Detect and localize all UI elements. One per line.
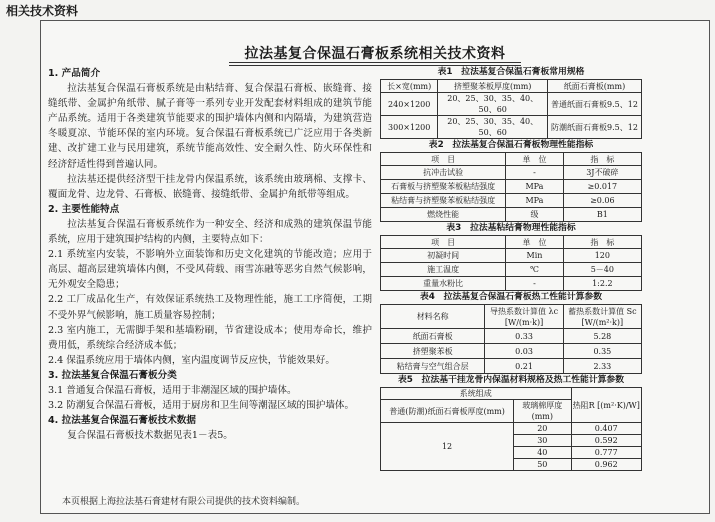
section-2-item-2: 2.2 工厂成品化生产，有效保证系统热工及物理性能，施工工序简便，工期不受外界气候影响，施工质量容易控制； (48, 294, 372, 321)
table-3 (380, 235, 642, 291)
table-cell: ≥0.017 (563, 180, 641, 194)
table-cell: 挤塑聚苯板 (381, 344, 485, 359)
table-cell: ℃ (506, 263, 563, 277)
table-header-row (381, 305, 642, 329)
table-header-cell: 指 标 (563, 153, 641, 166)
table-cell: 20 (514, 423, 571, 435)
table-header-cell: 指 标 (563, 236, 641, 249)
table-header-cell: 纸面石膏板(mm) (548, 80, 642, 93)
text-column (48, 66, 372, 443)
table-header-cell: 玻璃棉厚度(mm) (514, 400, 571, 423)
table-header-row (381, 80, 642, 93)
table-header-cell: 普通(防潮)纸面石膏板厚度(mm) (381, 400, 514, 423)
table-cell: 2.33 (563, 359, 641, 374)
table-cell: 0.33 (485, 329, 563, 344)
table-cell: 12 (381, 423, 514, 471)
table-cell: 纸面石膏板 (381, 329, 485, 344)
header-label: 相关技术资料 (6, 4, 79, 18)
section-2-item-3: 2.3 室内施工，无需脚手架和基墙粉刷，节省建设成本；使用寿命长，维护费用低，系统综合经济成本低； (48, 324, 372, 351)
table-cell: 粘结膏与挤塑聚苯板粘结强度 (381, 194, 506, 208)
table-cell: Min (506, 249, 563, 263)
table-cell: 240×1200 (381, 93, 438, 116)
table-row (381, 329, 642, 344)
table-cell: 50 (514, 459, 571, 471)
title-rule (229, 62, 521, 63)
table-header-cell: 材料名称 (381, 305, 485, 329)
table-row (381, 93, 642, 116)
table-cell: 300×1200 (381, 116, 438, 139)
table-cell: 重量水粉比 (381, 277, 506, 291)
section-3-item-1: 3.1 普通复合保温石膏板，适用于非潮湿区域的围护墙体。 (48, 384, 297, 396)
table-cell: 20、25、30、35、40、50、60 (438, 93, 548, 116)
table-row (381, 263, 642, 277)
table-2 (380, 152, 642, 222)
table-header-cell: 项 目 (381, 153, 506, 166)
table-1-caption: 表1 拉法基复合保温石膏板常用规格 (437, 67, 585, 77)
section-3-title: 3. 拉法基复合保温石膏板分类 (48, 369, 177, 381)
table-cell: 5.28 (563, 329, 641, 344)
table-header-cell: 项 目 (381, 236, 506, 249)
source-note: 本页根据上海拉法基石膏建材有限公司提供的技术资料编制。 (62, 497, 306, 507)
table-cell: 3J不破碎 (563, 166, 641, 180)
table-cell: - (506, 277, 563, 291)
section-2-para-1: 拉法基复合保温石膏板系统作为一种安全、经济和成熟的建筑保温节能系统，应用于建筑围护结构的内侧，主要特点如下： (48, 218, 372, 246)
table-cell: 1:2.2 (563, 277, 641, 291)
table-row (381, 116, 642, 139)
section-1-title: 1. 产品简介 (48, 68, 101, 79)
table-row (381, 180, 642, 194)
section-1-para-1: 拉法基复合保温石膏板系统是由粘结膏、复合保温石膏板、嵌缝膏、接缝纸带、金属护角纸带、腻子膏等一系列专业开发配套材料组成的建筑节能产品系统。适用于各类建筑节能要求的围护墙体内侧和内隔墙，为建筑营造冬暖夏凉、节能环保的室内环境。复合保温石膏板系统已广泛应用于各类新建、改扩建工业与民用建筑，系统节能高效性、安全耐久性、防火环保性和经济舒适性得到普遍认同。 (48, 83, 372, 170)
table-row (381, 423, 642, 435)
table-header-row (381, 153, 642, 166)
table-3-caption: 表3 拉法基粘结膏物理性能指标 (446, 223, 576, 233)
table-header-cell: 热阻R [(m²·K)/W] (571, 388, 641, 423)
table-row (381, 277, 642, 291)
table-header-row (381, 236, 642, 249)
table-4 (380, 304, 642, 374)
section-4-para-1: 复合保温石膏板技术数据见表1－表5。 (67, 430, 233, 442)
table-1 (380, 79, 642, 139)
table-cell: 燃烧性能 (381, 208, 506, 222)
table-cell: 粘结膏与空气组合层 (381, 359, 485, 374)
table-row (381, 249, 642, 263)
table-cell: 施工温度 (381, 263, 506, 277)
section-2-title: 2. 主要性能特点 (48, 203, 120, 215)
table-header-cell: 单 位 (506, 153, 563, 166)
table-cell: MPa (506, 194, 563, 208)
table-cell: 防潮纸面石膏板9.5、12 (548, 116, 642, 139)
table-cell: MPa (506, 180, 563, 194)
page-title: 拉法基复合保温石膏板系统相关技术资料 (244, 46, 506, 62)
table-cell: 石膏板与挤塑聚苯板粘结强度 (381, 180, 506, 194)
table-header-cell: 蓄热系数计算值 Sc [W/(m²·k)] (563, 305, 641, 329)
section-4-title: 4. 拉法基复合保温石膏板技术数据 (48, 415, 196, 427)
table-header-row (381, 388, 642, 400)
table-cell: 40 (514, 447, 571, 459)
table-cell: 普通纸面石膏板9.5、12 (548, 93, 642, 116)
table-cell: ≥0.06 (563, 194, 641, 208)
table-cell: B1 (563, 208, 641, 222)
table-4-caption: 表4 拉法基复合保温石膏板热工性能计算参数 (419, 292, 603, 302)
table-cell: 20、25、30、35、40、50、60 (438, 116, 548, 139)
table-cell: - (506, 166, 563, 180)
table-row (381, 344, 642, 359)
table-header-cell: 导热系数计算值 λc [W/(m·k)] (485, 305, 563, 329)
table-cell: 0.03 (485, 344, 563, 359)
table-cell: 0.777 (571, 447, 641, 459)
table-2-caption: 表2 拉法基复合保温石膏板物理性能指标 (428, 140, 594, 150)
table-row (381, 359, 642, 374)
table-row (381, 166, 642, 180)
table-cell: 120 (563, 249, 641, 263)
table-header-cell: 系统组成 (381, 388, 572, 400)
table-cell: 0.592 (571, 435, 641, 447)
table-cell: 抗冲击试验 (381, 166, 506, 180)
table-5-caption: 表5 拉法基干挂龙骨内保温材料规格及热工性能计算参数 (397, 375, 625, 385)
table-cell: 5－40 (563, 263, 641, 277)
table-cell: 级 (506, 208, 563, 222)
table-cell: 初凝时间 (381, 249, 506, 263)
table-cell: 0.407 (571, 423, 641, 435)
table-row (381, 194, 642, 208)
section-2-item-4: 2.4 保温系统应用于墙体内侧，室内温度调节反应快，节能效果好。 (48, 354, 335, 366)
table-cell: 0.35 (563, 344, 641, 359)
table-header-cell: 单 位 (506, 236, 563, 249)
table-cell: 0.962 (571, 459, 641, 471)
section-2-item-1: 2.1 系统室内安装，不影响外立面装饰和历史文化建筑的节能改造；应用于高层、超高层建筑墙体内侧，不受风荷载、雨雪冻融等恶劣自然气候影响，无外观安全隐患； (48, 249, 372, 291)
table-5 (380, 387, 642, 471)
table-cell: 30 (514, 435, 571, 447)
section-3-item-2: 3.2 防潮复合保温石膏板，适用于厨房和卫生间等潮湿区域的围护墙体。 (48, 400, 355, 412)
table-cell: 0.21 (485, 359, 563, 374)
table-header-cell: 挤塑聚苯板厚度(mm) (438, 80, 548, 93)
table-header-cell: 长×宽(mm) (381, 80, 438, 93)
section-1-para-2: 拉法基还提供经济型干挂龙骨内保温系统，该系统由玻璃棉、支撑卡、覆面龙骨、边龙骨、石膏板、嵌缝膏、接缝纸带、金属护角纸带等组成。 (48, 173, 372, 200)
table-row (381, 208, 642, 222)
tables-column (380, 66, 642, 471)
